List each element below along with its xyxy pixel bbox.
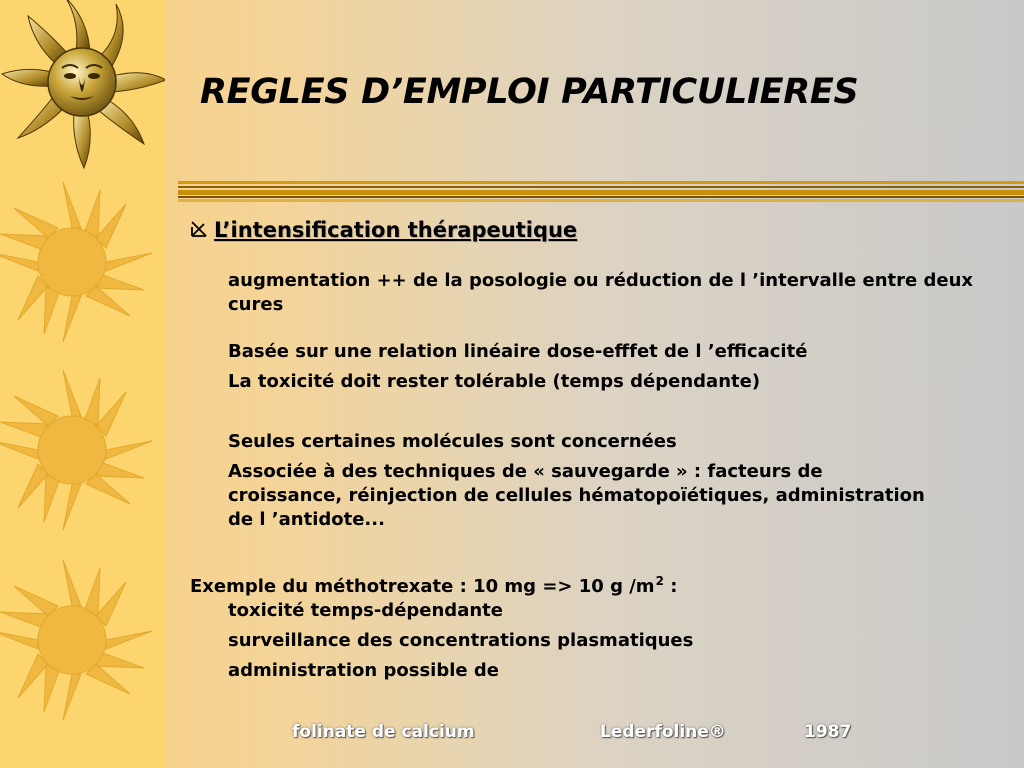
example-label: Exemple du méthotrexate : 10 mg => 10 g /m [190,576,655,597]
sun-face-icon [2,0,165,168]
section-heading-text: L’intensification thérapeutique [214,218,578,242]
sun-icon [0,182,152,720]
footer-brand: Lederfoline® [600,722,726,742]
title-divider [178,181,1024,203]
example-item: surveillance des concentrations plasmatiques [228,630,694,651]
example-suffix: : [663,576,678,597]
footer-drug: folinate de calcium [292,722,475,742]
example-heading [190,569,677,599]
decorative-sidebar [0,0,165,768]
example-superscript: 2 [655,574,664,588]
slide-title: REGLES D’EMPLOI PARTICULIERES [200,72,859,112]
footer-year: 1987 [804,722,852,742]
example-item: administration possible de [228,660,499,681]
bullet-text: La toxicité doit rester tolérable (temps dépendante) [228,371,761,392]
arrow-bullet-icon [190,219,208,237]
example-item: toxicité temps-dépendante [228,600,503,621]
bullet-text: Basée sur une relation linéaire dose-efffet de l ’efficacité [228,341,808,362]
section-heading [190,218,577,242]
bullet-text: Associée à des techniques de « sauvegarde » : facteurs de croissance, réinjection de cellules hématopoïétiques, administration de l ’antidote... [228,461,925,530]
bullet-text: augmentation ++ de la posologie ou réduction de l ’intervalle entre deux cures [228,270,973,315]
bullet-text: Seules certaines molécules sont concernées [228,431,677,452]
